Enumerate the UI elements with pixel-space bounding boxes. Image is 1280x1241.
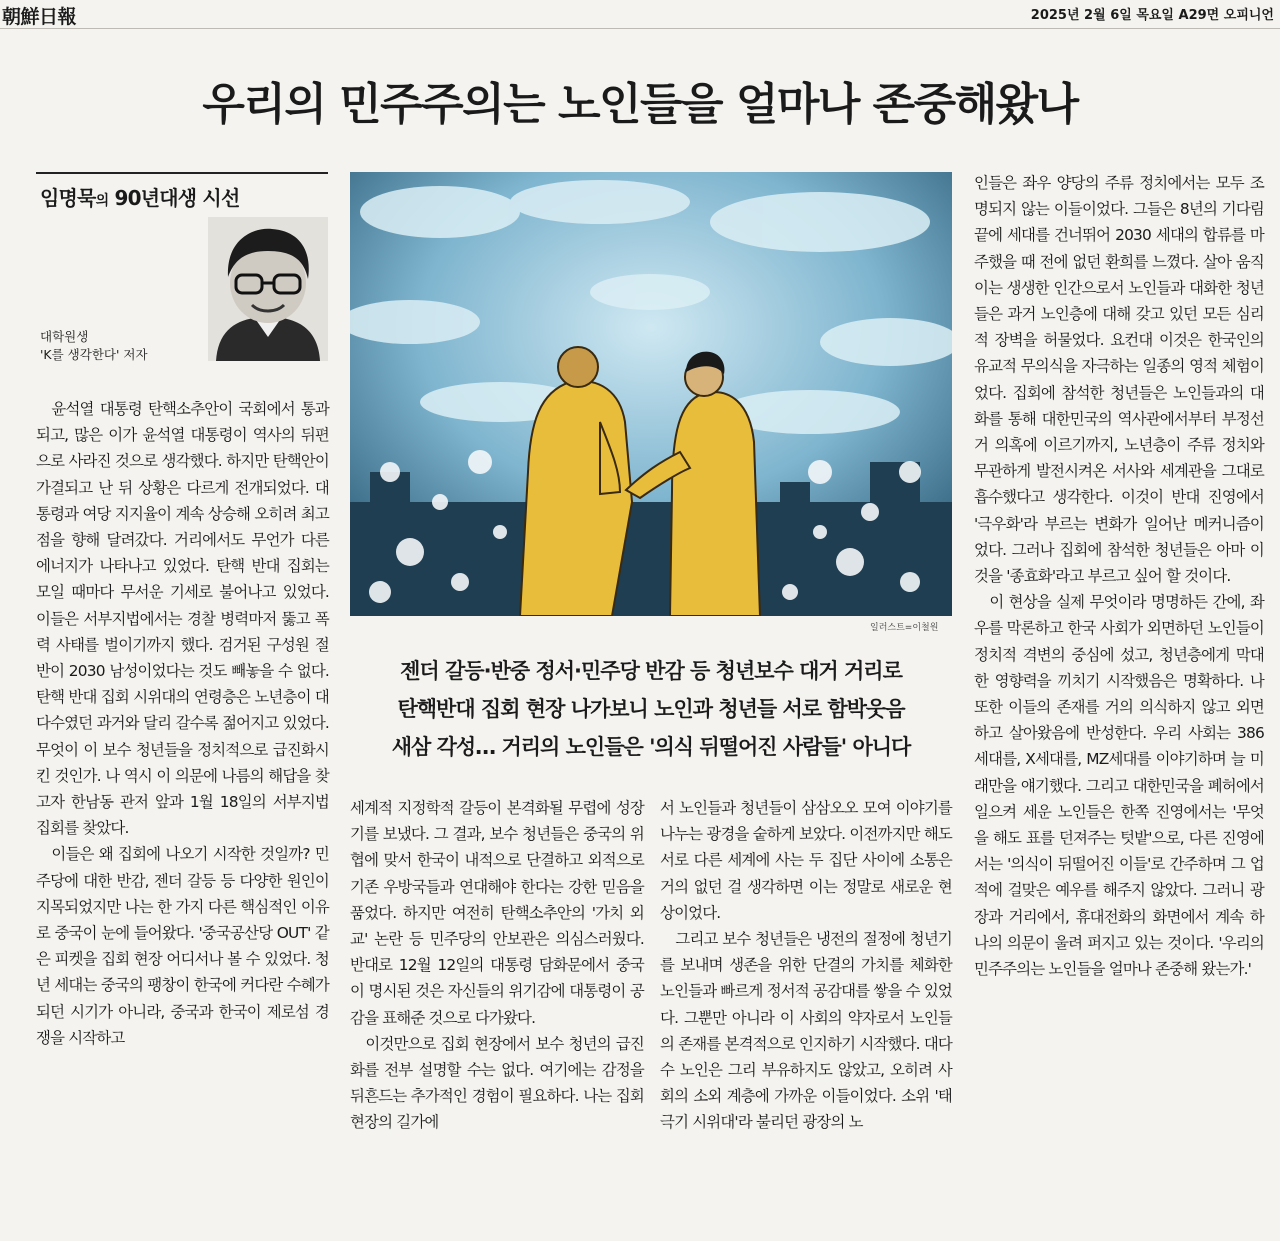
dateline: 2025년 2월 6일 목요일 A29면 오피니언	[1030, 8, 1274, 23]
illustration-credit: 일러스트=이철원	[870, 623, 939, 633]
paragraph: 이것만으로 집회 현장에서 보수 청년의 급진화를 전부 설명할 수는 없다. 여기에는 감정을 뒤흔드는 추가적인 경험이 필요하다. 나는 집회 현장의 길가에	[350, 1034, 644, 1132]
author-role-line-2: 'K를 생각한다' 저자	[40, 347, 148, 362]
subheadline-deck	[350, 652, 952, 766]
deck-line: 탄핵반대 집회 현장 나가보니 노인과 청년들 서로 함박웃음	[397, 697, 905, 721]
author-particle: 의	[95, 193, 109, 209]
author-role	[40, 328, 148, 364]
paragraph: 이들은 왜 집회에 나오기 시작한 것일까? 민주당에 대한 반감, 젠더 갈등 등 다양한 원인이 지목되었지만 나는 한 가지 다른 핵심적인 이유로 중국이 눈에 들어왔다. '중국공산당 OUT' 같은 피켓을 집회 현장 어디서나 볼 수 있었다. 청년 세대는 중국의 팽창이 한국에 커다란 수혜가 되던 시기가 아니라, 중국과 한국이 제로섬 경쟁을 시작하고	[36, 845, 329, 1047]
handshake-illustration-icon	[350, 172, 952, 616]
body-column-1	[36, 396, 329, 1051]
deck-line: 새삼 각성… 거리의 노인들은 '의식 뒤떨어진 사람들' 아니다	[391, 735, 911, 759]
column-header-rule	[36, 172, 328, 174]
deck-line: 젠더 갈등·반중 정서·민주당 반감 등 청년보수 대거 거리로	[400, 659, 902, 683]
newspaper-logo: 朝鮮日報	[2, 6, 77, 28]
masthead	[0, 0, 1280, 29]
paragraph: 서 노인들과 청년들이 삼삼오오 모여 이야기를 나누는 광경을 숱하게 보았다. 이전까지만 해도 서로 다른 세계에 사는 두 집단 사이에 소통은 거의 없던 걸 생각하면 이는 정말로 새로운 현상이었다.	[660, 799, 952, 922]
column-series: 90년대생 시선	[114, 186, 240, 210]
body-column-3	[660, 795, 952, 1136]
paragraph: 이 현상을 실제 무엇이라 명명하든 간에, 좌우를 막론하고 한국 사회가 외면하던 노인들이 정치적 격변의 중심에 섰고, 청년층에게 막대한 영향력을 끼치기 시작했음은 명확하다. 나 또한 이들의 존재를 거의 의식하지 않고 외면하고 살아왔음에 반성한다. 우리 사회는 386세대를, X세대를, MZ세대를 이야기하며 늘 미래만을 얘기했다. 그리고 대한민국을 폐허에서 일으켜 세운 노인들은 한쪽 진영에서는 '무엇을 해도 표를 던져주는 텃밭'으로, 다른 진영에서는 '의식이 뒤떨어진 이들'로 간주하며 그 업적에 걸맞은 예우를 해주지 않았다. 그러니 광장과 거리에서, 휴대전화의 화면에서 계속 하나의 의문이 울려 퍼지고 있는 것이다. '우리의 민주주의는 노인들을 얼마나 존중해 왔는가.'	[974, 593, 1264, 979]
paragraph: 윤석열 대통령 탄핵소추안이 국회에서 통과되고, 많은 이가 윤석열 대통령이 역사의 뒤편으로 사라진 것으로 생각했다. 하지만 탄핵안이 가결되고 난 뒤 상황은 다르게 전개되었다. 대통령과 여당 지지율이 계속 상승해 오히려 최고점을 향해 달려갔다. 거리에서도 무언가 다른 에너지가 나타나고 있었다. 탄핵 반대 집회는 모일 때마다 무서운 기세로 불어나고 있었다. 이들은 서부지법에서는 경찰 병력마저 뚫고 폭력 사태를 벌이기까지 했다. 검거된 구성원 절반이 2030 남성이었다는 것도 빼놓을 수 없다. 탄핵 반대 집회 시위대의 연령층은 노년층이 대다수였던 과거와 달리 갈수록 젊어지고 있었다. 무엇이 이 보수 청년들을 정치적으로 급진화시킨 것인가. 나 역시 이 의문에 나름의 해답을 찾고자 한남동 관저 앞과 1월 18일의 서부지법 집회를 찾았다.	[36, 400, 329, 838]
column-name	[40, 182, 239, 211]
author-name: 임명묵	[40, 186, 96, 210]
body-column-4	[974, 170, 1264, 982]
author-role-line-1: 대학원생	[40, 329, 89, 344]
paragraph: 인들은 좌우 양당의 주류 정치에서는 모두 조명되지 않는 이들이었다. 그들은 8년의 기다림 끝에 세대를 건너뛰어 2030 세대의 합류를 마주했을 때 전에 없던 환희를 느꼈다. 살아 움직이는 생생한 인간으로서 노인들과 대화한 청년들은 과거 노인층에 대해 갖고 있던 모든 심리적 장벽을 허물었다. 요컨대 이것은 한국인의 유교적 무의식을 자극하는 일종의 영적 체험이었다. 집회에 참석한 청년들은 노인들과의 대화를 통해 대한민국의 역사관에서부터 부정선거 의혹에 이르기까지, 노년층이 주류 정치와 무관하게 발전시켜온 서사와 세계관을 그대로 흡수했다고 생각한다. 이것이 반대 진영에서 '극우화'라 부르는 변화가 일어난 메커니즘이었다. 그러나 집회에 참석한 청년들은 아마 이것을 '종효화'라고 부르고 싶어 할 것이다.	[974, 174, 1264, 586]
author-portrait-icon	[208, 217, 328, 361]
article-headline: 우리의 민주주의는 노인들을 얼마나 존중해왔나	[202, 79, 1078, 130]
illustration	[350, 172, 952, 616]
paragraph: 세계적 지정학적 갈등이 본격화될 무렵에 성장기를 보냈다. 그 결과, 보수 청년들은 중국의 위협에 맞서 한국이 내적으로 단결하고 외적으로 기존 우방국들과 연대해야 한다는 강한 믿음을 품었다. 하지만 여전히 탄핵소추안의 '가치 외교' 논란 등 민주당의 안보관은 의심스러웠다. 반대로 12월 12일의 대통령 담화문에서 중국이 명시된 것은 자신들의 위기감에 대통령이 공감을 표해준 것으로 다가왔다.	[350, 799, 644, 1027]
author-photo	[208, 217, 328, 361]
body-column-2	[350, 795, 644, 1136]
paragraph: 그리고 보수 청년들은 냉전의 절정에 청년기를 보내며 생존을 위한 단결의 가치를 체화한 노인들과 빠르게 정서적 공감대를 쌓을 수 있었다. 그뿐만 아니라 이 사회의 약자로서 노인들의 존재를 본격적으로 인지하기 시작했다. 대다수 노인은 그리 부유하지도 않았고, 오히려 사회의 소외 계층에 가까운 이들이었다. 소위 '태극기 시위대'라 불리던 광장의 노	[660, 930, 952, 1132]
